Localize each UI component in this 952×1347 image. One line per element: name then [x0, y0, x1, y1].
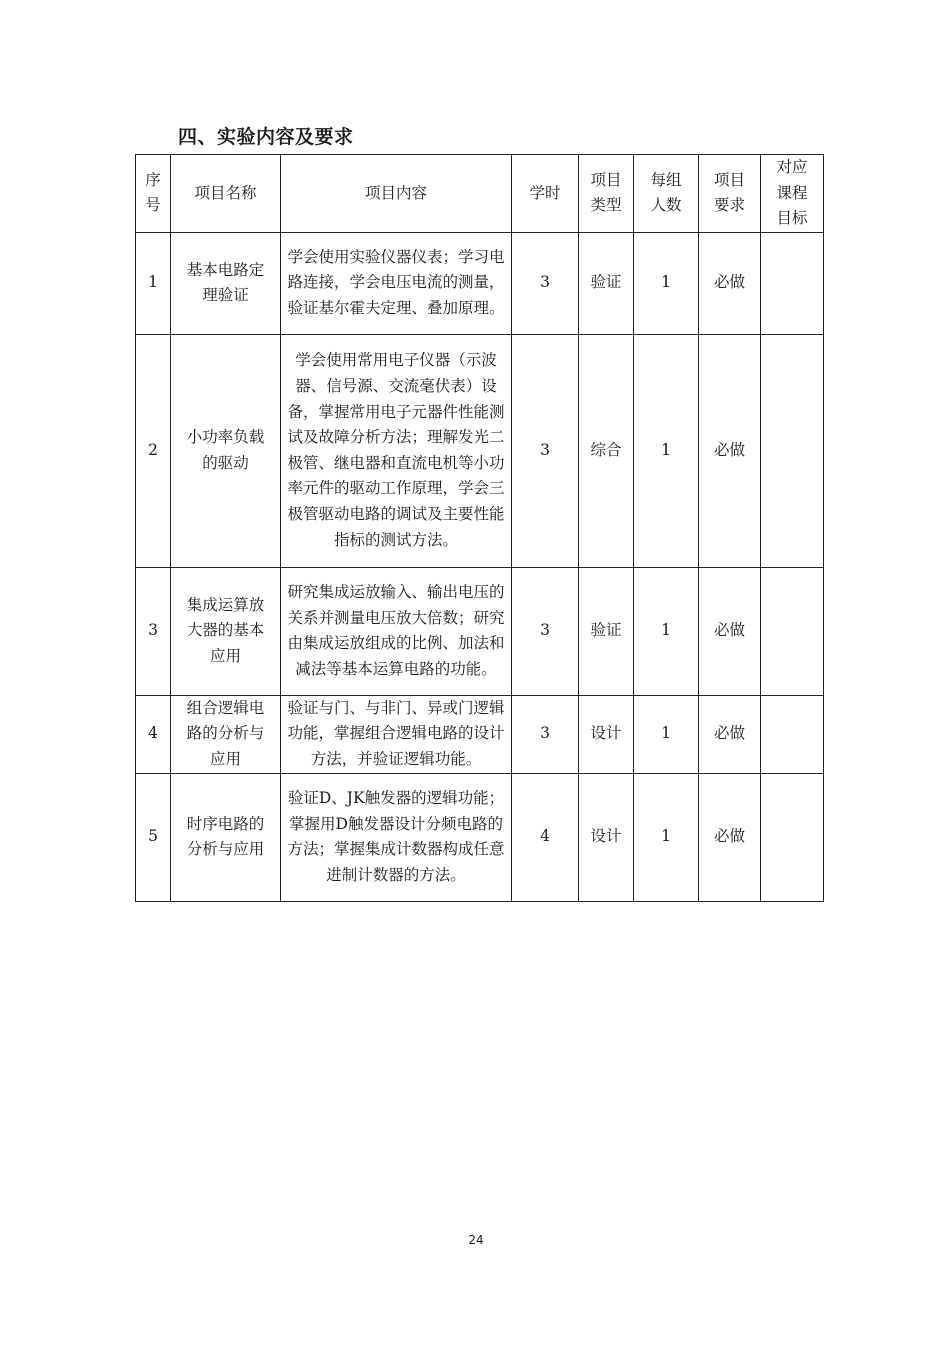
cell-requirement: 必做: [699, 334, 761, 567]
experiment-table: [135, 154, 824, 902]
header-group-size: 每组人数: [634, 155, 699, 233]
page-number: 24: [468, 1233, 484, 1247]
cell-name: 组合逻辑电路的分析与应用: [171, 695, 281, 773]
cell-requirement: 必做: [699, 567, 761, 695]
cell-requirement: 必做: [699, 695, 761, 773]
cell-content: 验证D、JK触发器的逻辑功能；掌握用D触发器设计分频电路的方法；掌握集成计数器构成任意进制计数器的方法。: [281, 773, 512, 901]
cell-course-goal: [761, 334, 824, 567]
section-title: 四、实验内容及要求: [178, 126, 354, 148]
cell-content: 学会使用实验仪器仪表；学习电路连接，学会电压电流的测量，验证基尔霍夫定理、叠加原理。: [281, 232, 512, 334]
header-hours: 学时: [512, 155, 579, 233]
cell-requirement: 必做: [699, 773, 761, 901]
table-row: [136, 695, 824, 773]
cell-group-size: 1: [634, 567, 699, 695]
cell-name: 小功率负载的驱动: [171, 334, 281, 567]
cell-group-size: 1: [634, 232, 699, 334]
cell-type: 验证: [579, 232, 634, 334]
table-row: [136, 334, 824, 567]
header-content: 项目内容: [281, 155, 512, 233]
cell-content: 研究集成运放输入、输出电压的关系并测量电压放大倍数；研究由集成运放组成的比例、加法和减法等基本运算电路的功能。: [281, 567, 512, 695]
cell-type: 设计: [579, 695, 634, 773]
header-name: 项目名称: [171, 155, 281, 233]
cell-index: 3: [136, 567, 171, 695]
cell-group-size: 1: [634, 334, 699, 567]
cell-index: 1: [136, 232, 171, 334]
header-requirement: 项目要求: [699, 155, 761, 233]
cell-content: 验证与门、与非门、异或门逻辑功能，掌握组合逻辑电路的设计方法，并验证逻辑功能。: [281, 695, 512, 773]
header-row: [136, 155, 824, 233]
header-course-goal: 对应课程目标: [761, 155, 824, 233]
header-index: 序号: [136, 155, 171, 233]
cell-name: 集成运算放大器的基本应用: [171, 567, 281, 695]
cell-group-size: 1: [634, 773, 699, 901]
cell-requirement: 必做: [699, 232, 761, 334]
cell-hours: 3: [512, 232, 579, 334]
table-row: [136, 567, 824, 695]
cell-course-goal: [761, 567, 824, 695]
table-header: [136, 155, 824, 233]
table-row: [136, 232, 824, 334]
header-type: 项目类型: [579, 155, 634, 233]
cell-hours: 3: [512, 334, 579, 567]
cell-content: 学会使用常用电子仪器（示波器、信号源、交流毫伏表）设备，掌握常用电子元器件性能测试及故障分析方法；理解发光二极管、继电器和直流电机等小功率元件的驱动工作原理，学会三极管驱动电路的调试及主要性能指标的测试方法。: [281, 334, 512, 567]
cell-hours: 4: [512, 773, 579, 901]
cell-course-goal: [761, 232, 824, 334]
cell-course-goal: [761, 695, 824, 773]
cell-index: 2: [136, 334, 171, 567]
cell-type: 设计: [579, 773, 634, 901]
cell-group-size: 1: [634, 695, 699, 773]
cell-index: 4: [136, 695, 171, 773]
cell-index: 5: [136, 773, 171, 901]
cell-type: 验证: [579, 567, 634, 695]
cell-course-goal: [761, 773, 824, 901]
cell-hours: 3: [512, 695, 579, 773]
table-body: [136, 232, 824, 901]
table-row: [136, 773, 824, 901]
cell-name: 基本电路定理验证: [171, 232, 281, 334]
cell-hours: 3: [512, 567, 579, 695]
cell-name: 时序电路的分析与应用: [171, 773, 281, 901]
cell-type: 综合: [579, 334, 634, 567]
